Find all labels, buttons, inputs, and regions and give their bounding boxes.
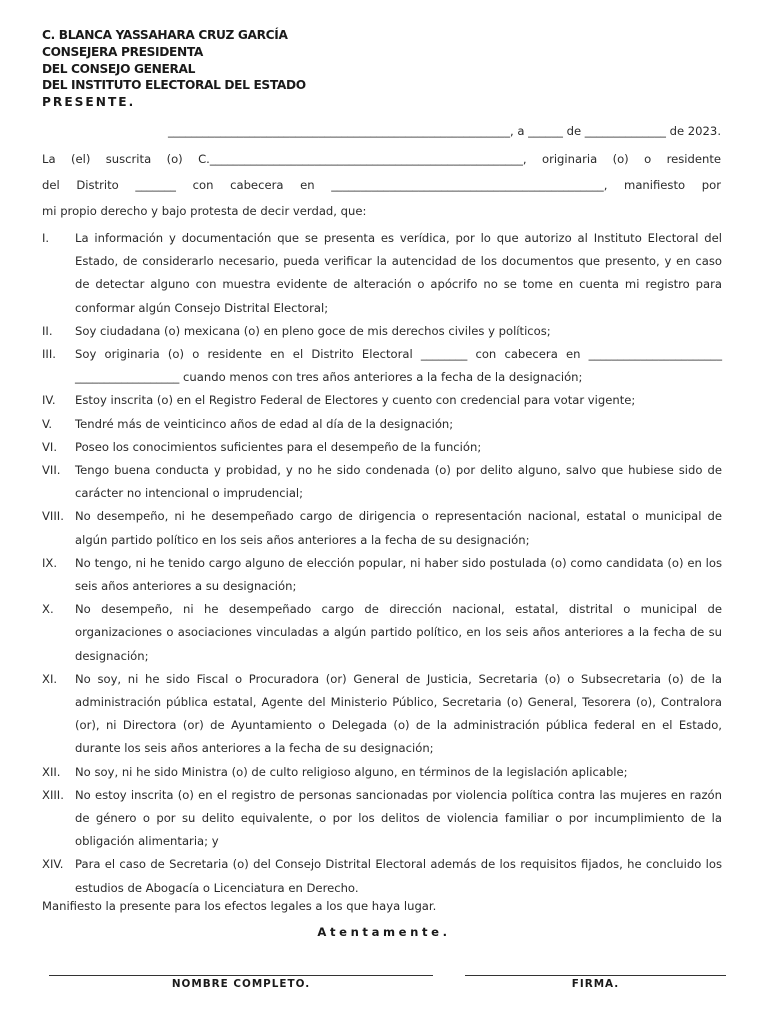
item-number: XIII. bbox=[42, 787, 64, 802]
list-item bbox=[42, 552, 722, 598]
list-item bbox=[42, 436, 722, 459]
list-item bbox=[42, 413, 722, 436]
item-number: XI. bbox=[42, 671, 58, 686]
list-item bbox=[42, 343, 722, 389]
date-line: ___________________________________________________________, a ______ de ______________ de 2023. bbox=[167, 124, 721, 138]
requirements-list bbox=[42, 227, 722, 900]
addressee-institute: DEL INSTITUTO ELECTORAL DEL ESTADO bbox=[42, 78, 306, 93]
item-text: No soy, ni he sido Fiscal o Procuradora (or) General de Justicia, Secretaria (o) o Subsecretaria (o) de la administración pública estatal, Agente del Ministerio Público, Secretaria (o) General, Tesorera (o), Contralora (or), ni Directora (or) de Ayuntamiento o Delegada (o) de la administración pública federal en el Estado, durante los seis años anteriores a la fecha de su designación; bbox=[75, 671, 722, 756]
item-text: Tengo buena conducta y probidad, y no he sido condenada (o) por delito alguno, salvo que hubiese sido de carácter no intencional o imprudencial; bbox=[75, 463, 722, 501]
item-text: Tendré más de veinticinco años de edad al día de la designación; bbox=[75, 416, 454, 431]
item-text: La información y documentación que se presenta es verídica, por lo que autorizo al Instituto Electoral del Estado, de considerarlo necesario, pueda verificar la autencidad de los documentos que presento, y en caso de detectar alguno con muestra evidente de alteración o apócrifo no se tome en cuenta mi registro para conformar algún Consejo Distrital Electoral; bbox=[75, 231, 722, 315]
item-number: XII. bbox=[42, 764, 61, 779]
addressee-name: C. BLANCA YASSAHARA CRUZ GARCÍA bbox=[42, 28, 288, 42]
addressee-presente: PRESENTE. bbox=[42, 95, 136, 110]
item-text: No estoy inscrita (o) en el registro de personas sancionadas por violencia política contra las mujeres en razón de género o por su delito equivalente, o por los delitos de violencia familiar o por incumplimiento de la obligación alimentaria; y bbox=[75, 787, 722, 849]
item-number: VII. bbox=[42, 463, 61, 478]
item-number: IV. bbox=[42, 393, 56, 408]
sign-signature-line bbox=[465, 975, 726, 976]
intro-line-3: mi propio derecho y bajo protesta de decir verdad, que: bbox=[42, 204, 367, 218]
item-text: Soy ciudadana (o) mexicana (o) en pleno goce de mis derechos civiles y políticos; bbox=[75, 323, 551, 338]
item-text: No soy, ni he sido Ministra (o) de culto religioso alguno, en términos de la legislación aplicable; bbox=[75, 764, 628, 779]
item-text: No desempeño, ni he desempeñado cargo de dirección nacional, estatal, distrital o municipal de organizaciones o asociaciones vinculadas a algún partido político, en los seis años anteriores a la fecha de su designación; bbox=[75, 602, 722, 663]
name-label: NOMBRE COMPLETO. bbox=[171, 978, 311, 990]
item-text: No tengo, ni he tenido cargo alguno de elección popular, ni haber sido postulada (o) como candidata (o) en los seis años anteriores a su designación; bbox=[75, 555, 722, 594]
item-number: VI. bbox=[42, 439, 58, 454]
sign-label: FIRMA. bbox=[571, 978, 620, 990]
item-text: Estoy inscrita (o) en el Registro Federal de Electores y cuento con credencial para votar vigente; bbox=[75, 393, 636, 408]
name-signature-line bbox=[49, 975, 433, 976]
list-item bbox=[42, 598, 722, 668]
addressee-council: DEL CONSEJO GENERAL bbox=[42, 61, 195, 76]
list-item bbox=[42, 784, 722, 854]
intro-line-2: del Distrito _______ con cabecera en _______________________________________________, manifiesto por bbox=[42, 178, 721, 192]
atentamente-label: Atentamente. bbox=[317, 925, 451, 939]
item-text: No desempeño, ni he desempeñado cargo de dirigencia o representación nacional, estatal o municipal de algún partido político en los seis años anteriores a la fecha de su designación; bbox=[75, 509, 722, 547]
item-number: VIII. bbox=[42, 509, 64, 524]
item-text: Soy originaria (o) o residente en el Distrito Electoral ________ con cabecera en _______________________ __________________ cuando menos con tres años anteriores a la fecha de la designación; bbox=[75, 347, 722, 385]
list-item bbox=[42, 761, 722, 784]
list-item bbox=[42, 227, 722, 320]
list-item bbox=[42, 853, 722, 899]
item-number: V. bbox=[42, 416, 53, 431]
addressee-block bbox=[42, 27, 306, 111]
list-item bbox=[42, 459, 722, 505]
list-item bbox=[42, 320, 722, 343]
item-number: X. bbox=[42, 602, 54, 617]
item-text: Poseo los conocimientos suficientes para el desempeño de la función; bbox=[75, 439, 482, 454]
item-number: IX. bbox=[42, 555, 58, 570]
item-number: II. bbox=[42, 323, 53, 338]
item-number: III. bbox=[42, 347, 56, 362]
list-item bbox=[42, 668, 722, 761]
item-number: XIV. bbox=[42, 857, 64, 872]
list-item bbox=[42, 505, 722, 551]
intro-line-1: La (el) suscrita (o) C.______________________________________________________, originaria (o) o residente bbox=[42, 152, 721, 166]
list-item bbox=[42, 389, 722, 412]
item-text: Para el caso de Secretaria (o) del Consejo Distrital Electoral además de los requisitos fijados, he concluido los estudios de Abogacía o Licenciatura en Derecho. bbox=[75, 857, 722, 895]
item-number: I. bbox=[42, 231, 50, 245]
closing-statement: Manifiesto la presente para los efectos legales a los que haya lugar. bbox=[42, 899, 437, 913]
addressee-title: CONSEJERA PRESIDENTA bbox=[42, 44, 203, 59]
